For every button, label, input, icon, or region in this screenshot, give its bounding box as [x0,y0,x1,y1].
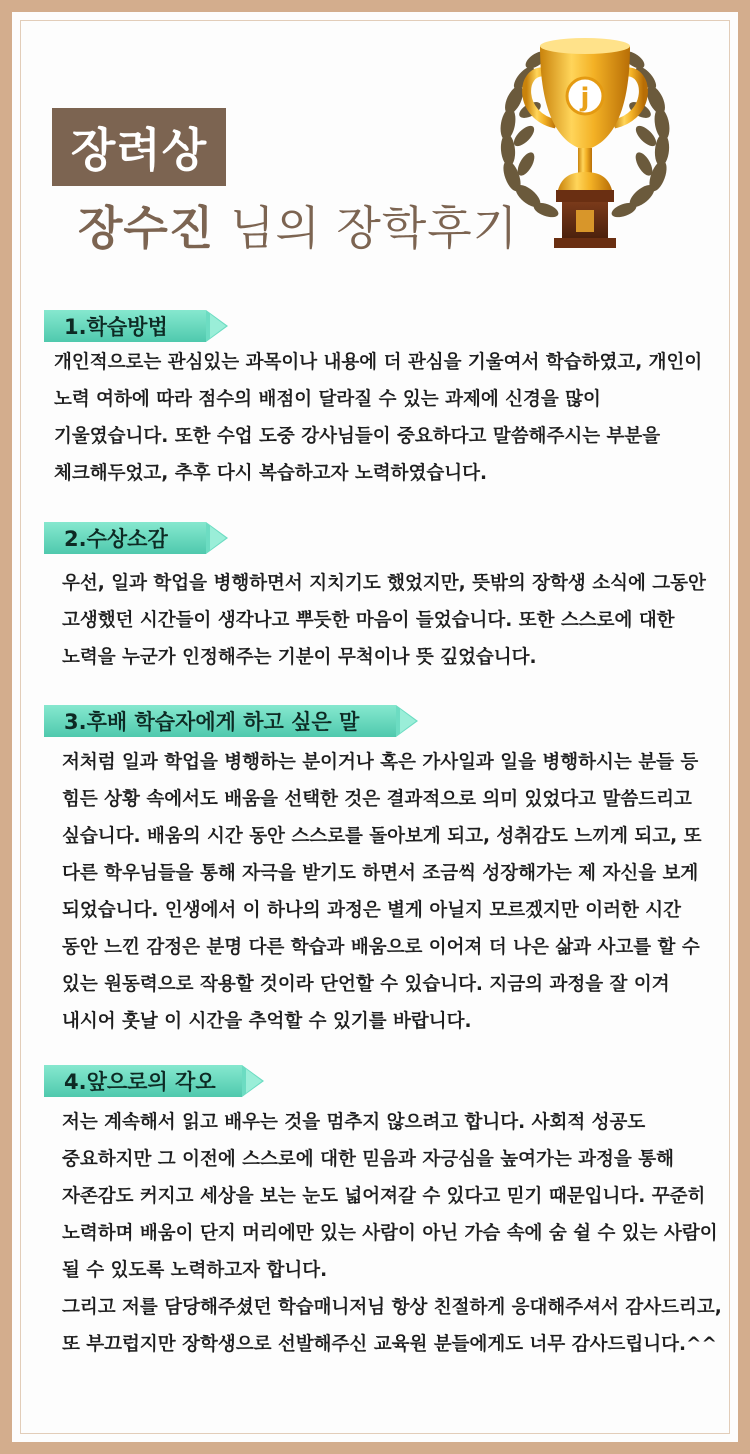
section-tag-award-remarks: 2.수상소감 [44,522,206,554]
section-tag-resolution: 4.앞으로의 각오 [44,1065,242,1097]
section-body-study-method [54,344,714,492]
section-tag-study-method: 1.학습방법 [44,310,206,342]
paragraph: 저는 계속해서 읽고 배우는 것을 멈추지 않으려고 합니다. 사회적 성공도 중요하지만 그 이전에 스스로에 대한 믿음과 자긍심을 높여가는 과정을 통해 자존감도 커지고 세상을 보는 눈도 넓어져갈 수 있다고 믿기 때문입니다. 꾸준히 노력하며 배움이 단지 머리에만 있는 사람이 아닌 가슴 속에 숨 쉴 수 있는 사람이 될 수 있도록 노력하고자 합니다. [62,1112,718,1281]
paragraph: 우선, 일과 학업을 병행하면서 지치기도 했었지만, 뜻밖의 장학생 소식에 그동안 고생했던 시간들이 생각나고 뿌듯한 마음이 들었습니다. 또한 스스로에 대한 노력을 누군가 인정해주는 기분이 무척이나 뜻 깊었습니다. [62,573,706,668]
paragraph: 그리고 저를 담당해주셨던 학습매니저님 항상 친절하게 응대해주셔서 감사드리고, 또 부끄럽지만 장학생으로 선발해주신 교육원 분들에게도 너무 감사드립니다.^^ [62,1297,722,1355]
paragraph: 저처럼 일과 학업을 병행하는 분이거나 혹은 가사일과 일을 병행하시는 분들 등 힘든 상황 속에서도 배움을 선택한 것은 결과적으로 의미 있었다고 말씀드리고 싶습니다. 배움의 시간 동안 스스로를 돌아보게 되고, 성취감도 느끼게 되고, 또 다른 학우님들을 통해 자극을 받기도 하면서 조금씩 성장해가는 제 자신을 보게 되었습니다. 인생에서 이 하나의 과정은 별게 아닐지 모르겠지만 이러한 시간 동안 느낀 감정은 분명 다른 학습과 배움으로 이어져 더 나은 삶과 사고를 할 수 있는 원동력으로 작용할 것이라 단언할 수 있습니다. 지금의 과정을 잘 이겨 내시어 훗날 이 시간을 추억할 수 있기를 바랍니다. [62,752,702,1032]
trophy-letter: j [580,83,590,113]
section-body-resolution [62,1104,722,1363]
section-tag-advice: 3.후배 학습자에게 하고 싶은 말 [44,705,396,737]
page-title [78,192,518,258]
title-suffix: 님의 장학후기 [214,201,519,255]
award-badge: 장려상 [52,108,226,186]
section-body-advice [62,744,722,1040]
trophy-icon [492,26,678,258]
paragraph: 개인적으로는 관심있는 과목이나 내용에 더 관심을 기울여서 학습하였고, 개인이 노력 여하에 따라 점수의 배점이 달라질 수 있는 과제에 신경을 많이 기울였습니다. 또한 수업 도중 강사님들이 중요하다고 말씀해주시는 부분을 체크해두었고, 추후 다시 복습하고자 노력하였습니다. [54,352,703,484]
recipient-name: 장수진 [78,201,215,255]
section-body-award-remarks [62,565,712,676]
